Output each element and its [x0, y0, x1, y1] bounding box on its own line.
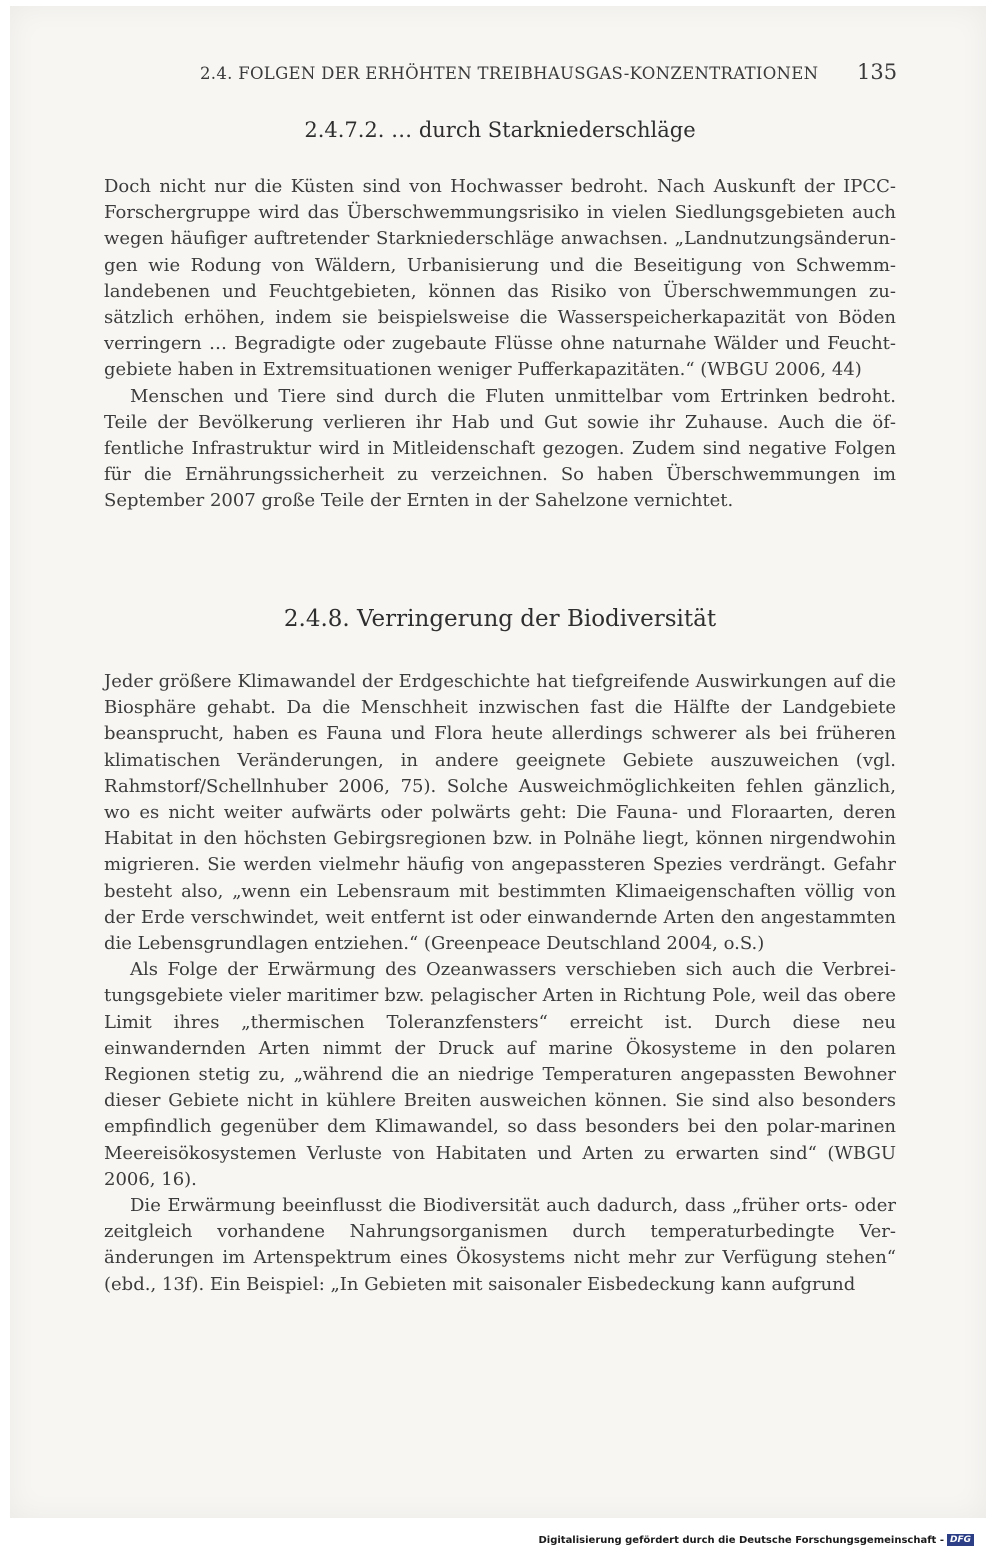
subsection-heading: 2.4.7.2. … durch Starkniederschläge: [304, 118, 696, 142]
text-block-biodiversitaet: [104, 669, 896, 1298]
paragraph: Die Erwärmung beeinflusst die Biodiversität auch dadurch, dass „früher orts- oder zeitgleich vorhandene Nahrungsorganismen durch temperaturbedingte Veränderungen im Artenspektrum eines Ökosystems nicht mehr zur Verfügung stehen“ (ebd., 13f). Ein Beispiel: „In Gebieten mit saisonaler Eisbedeckung kann aufgrund: [104, 1195, 896, 1295]
text-block-starkniederschlaege: [104, 174, 896, 515]
page-number: 135: [857, 60, 898, 84]
dfg-logo: DFG: [947, 1534, 974, 1546]
running-title: 2.4. FOLGEN DER ERHÖHTEN TREIBHAUSGAS-KONZENTRATIONEN: [200, 64, 819, 83]
paragraph: Jeder größere Klimawandel der Erdgeschichte hat tiefgreifende Auswirkungen auf die Biosphäre gehabt. Da die Menschheit inzwischen fast die Hälfte der Landgebiete beansprucht, haben es Fauna und Flora heute allerdings schwerer als bei früheren klimatischen Veränderungen, in andere geeignete Gebiete auszuweichen (vgl. Rahmstorf/Schellnhuber 2006, 75). Solche Ausweichmöglichkeiten fehlen gänzlich, wo es nicht weiter aufwärts oder polwärts geht: Die Fauna- und Floraarten, deren Habitat in den höchsten Gebirgsregionen bzw. in Polnähe liegt, können nirgendwohin migrieren. Sie werden vielmehr häufig von angepassteren Spezies verdrängt. Gefahr besteht also, „wenn ein Lebensraum mit bestimmten Klimaeigenschaften völlig von der Erde verschwindet, weit entfernt ist oder einwandernde Arten den angestammten die Lebensgrundlagen entziehen.“ (Greenpeace Deutschland 2004, o.S.): [104, 671, 896, 955]
credit-text: Digitalisierung gefördert durch die Deutsche Forschungsgemeinschaft -: [538, 1534, 944, 1546]
paragraph: Doch nicht nur die Küsten sind von Hochwasser bedroht. Nach Auskunft der IPCC-Forschergruppe wird das Überschwemmungsrisiko in vielen Siedlungsgebieten auch wegen häufiger auftretender Starkniederschläge anwachsen. „Landnutzungsänderungen wie Rodung von Wäldern, Urbanisierung und die Beseitigung von Schwemmlandebenen und Feuchtgebieten, können das Risiko von Überschwemmungen zusätzlich erhöhen, indem sie beispielsweise die Wasserspeicherkapazität von Böden verringern … Begradigte oder zugebaute Flüsse ohne naturnahe Wälder und Feuchtgebiete haben in Extremsituationen weniger Pufferkapazitäten.“ (WBGU 2006, 44): [104, 176, 896, 381]
section-heading: 2.4.8. Verringerung der Biodiversität: [283, 606, 717, 632]
paragraph: Menschen und Tiere sind durch die Fluten unmittelbar vom Ertrinken bedroht. Teile der Bevölkerung verlieren ihr Hab und Gut sowie ihr Zuhause. Auch die öffentliche Infrastruktur wird in Mitleidenschaft gezogen. Zudem sind negative Folgen für die Ernährungssicherheit zu verzeichnen. So haben Überschwemmungen im September 2007 große Teile der Ernten in der Sahelzone vernichtet.: [104, 385, 896, 512]
digitization-credit: [538, 1534, 974, 1546]
paragraph: Als Folge der Erwärmung des Ozeanwassers verschieben sich auch die Verbreitungsgebiete vieler maritimer bzw. pelagischer Arten in Richtung Pole, weil das obere Limit ihres „thermischen Toleranzfensters“ erreicht ist. Durch diese neu einwandernden Arten nimmt der Druck auf marine Ökosysteme in den polaren Regionen stetig zu, „während die an niedrige Temperaturen angepassten Bewohner dieser Gebiete nicht in kühlere Breiten ausweichen können. Sie sind also besonders empfindlich gegenüber dem Klimawandel, so dass besonders bei den polar-marinen Meereisökosystemen Verluste von Habitaten und Arten zu erwarten sind“ (WBGU 2006, 16).: [104, 959, 896, 1190]
